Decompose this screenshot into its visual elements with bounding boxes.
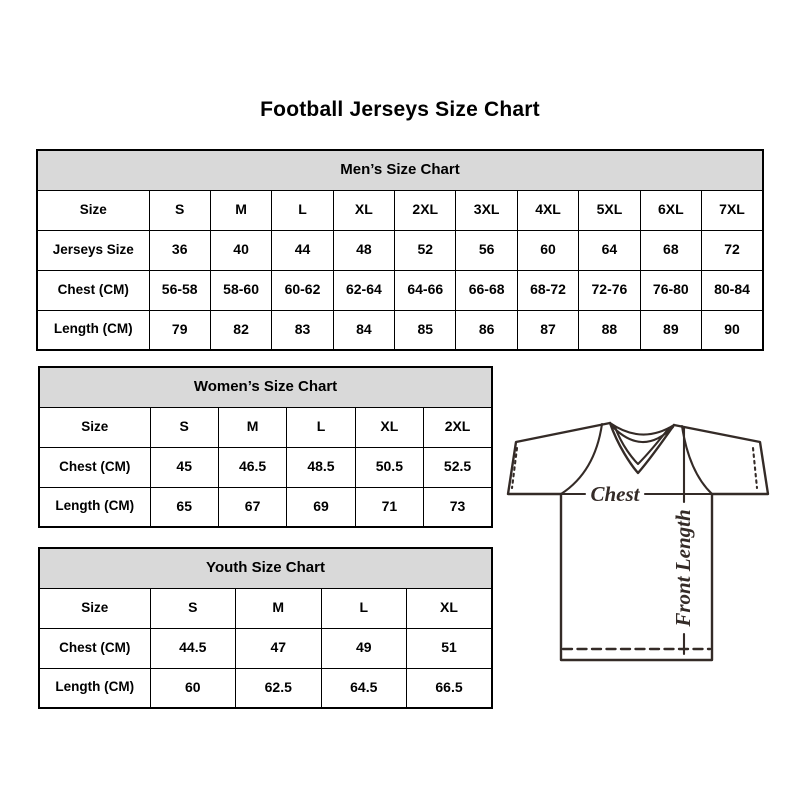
value-cell: 69 [287,487,355,527]
value-cell: L [321,588,407,628]
value-cell: 3XL [456,190,517,230]
row-label: Chest (CM) [39,628,150,668]
row-label: Chest (CM) [39,447,150,487]
value-cell: 84 [333,310,394,350]
table-row [39,588,492,628]
value-cell: 47 [236,628,322,668]
mens-size-chart-table [36,149,764,351]
value-cell: 83 [272,310,333,350]
value-cell: 62-64 [333,270,394,310]
table-row [37,230,763,270]
value-cell: 64.5 [321,668,407,708]
value-cell: 52.5 [424,447,492,487]
value-cell: 62.5 [236,668,322,708]
value-cell: 60 [150,668,236,708]
value-cell: 46.5 [218,447,286,487]
value-cell: 71 [355,487,423,527]
row-label: Size [39,588,150,628]
value-cell: 56-58 [149,270,210,310]
value-cell: 65 [150,487,218,527]
value-cell: XL [355,407,423,447]
value-cell: 86 [456,310,517,350]
value-cell: 40 [210,230,271,270]
value-cell: 52 [395,230,456,270]
front-length-label: Front Length [671,509,695,627]
value-cell: 5XL [579,190,640,230]
value-cell: 73 [424,487,492,527]
value-cell: 67 [218,487,286,527]
value-cell: 89 [640,310,701,350]
value-cell: 56 [456,230,517,270]
value-cell: 51 [407,628,493,668]
value-cell: 66.5 [407,668,493,708]
value-cell: 68-72 [517,270,578,310]
value-cell: 48 [333,230,394,270]
value-cell: S [150,588,236,628]
page-title: Football Jerseys Size Chart [260,98,540,121]
value-cell: 44 [272,230,333,270]
value-cell: 80-84 [702,270,763,310]
value-cell: 6XL [640,190,701,230]
jersey-measurement-diagram [505,398,775,673]
value-cell: 58-60 [210,270,271,310]
value-cell: M [210,190,271,230]
table-row [39,668,492,708]
value-cell: XL [333,190,394,230]
row-label: Jerseys Size [37,230,149,270]
value-cell: 60 [517,230,578,270]
value-cell: 72-76 [579,270,640,310]
sleeve-seam-right [682,426,712,494]
value-cell: 44.5 [150,628,236,668]
value-cell: 88 [579,310,640,350]
womens-size-chart-table [38,366,493,528]
chest-label: Chest [590,482,640,506]
row-label: Size [39,407,150,447]
value-cell: 90 [702,310,763,350]
table-row [39,447,492,487]
womens-size-table [38,366,493,528]
table-row [37,190,763,230]
table-header: Women’s Size Chart [39,367,492,407]
value-cell: 66-68 [456,270,517,310]
table-row [37,270,763,310]
value-cell: XL [407,588,493,628]
table-row [39,487,492,527]
cuff-stitch-right-icon [753,448,757,488]
jersey-outline [508,423,768,660]
row-label: Length (CM) [39,668,150,708]
value-cell: 64 [579,230,640,270]
row-label: Length (CM) [37,310,149,350]
value-cell: 79 [149,310,210,350]
value-cell: 7XL [702,190,763,230]
value-cell: S [150,407,218,447]
table-header: Youth Size Chart [39,548,492,588]
table-row [37,310,763,350]
value-cell: 64-66 [395,270,456,310]
row-label: Length (CM) [39,487,150,527]
row-label: Size [37,190,149,230]
value-cell: 76-80 [640,270,701,310]
value-cell: M [236,588,322,628]
value-cell: 50.5 [355,447,423,487]
value-cell: 2XL [424,407,492,447]
table-row [39,407,492,447]
value-cell: 48.5 [287,447,355,487]
value-cell: 60-62 [272,270,333,310]
value-cell: 85 [395,310,456,350]
value-cell: 72 [702,230,763,270]
mens-size-table [36,149,764,351]
youth-size-table [38,547,493,709]
value-cell: 49 [321,628,407,668]
value-cell: 68 [640,230,701,270]
value-cell: M [218,407,286,447]
value-cell: 82 [210,310,271,350]
value-cell: 45 [150,447,218,487]
table-row [39,628,492,668]
youth-size-chart-table [38,547,493,709]
value-cell: 87 [517,310,578,350]
value-cell: S [149,190,210,230]
value-cell: L [272,190,333,230]
value-cell: 2XL [395,190,456,230]
value-cell: L [287,407,355,447]
table-header: Men’s Size Chart [37,150,763,190]
value-cell: 4XL [517,190,578,230]
value-cell: 36 [149,230,210,270]
row-label: Chest (CM) [37,270,149,310]
